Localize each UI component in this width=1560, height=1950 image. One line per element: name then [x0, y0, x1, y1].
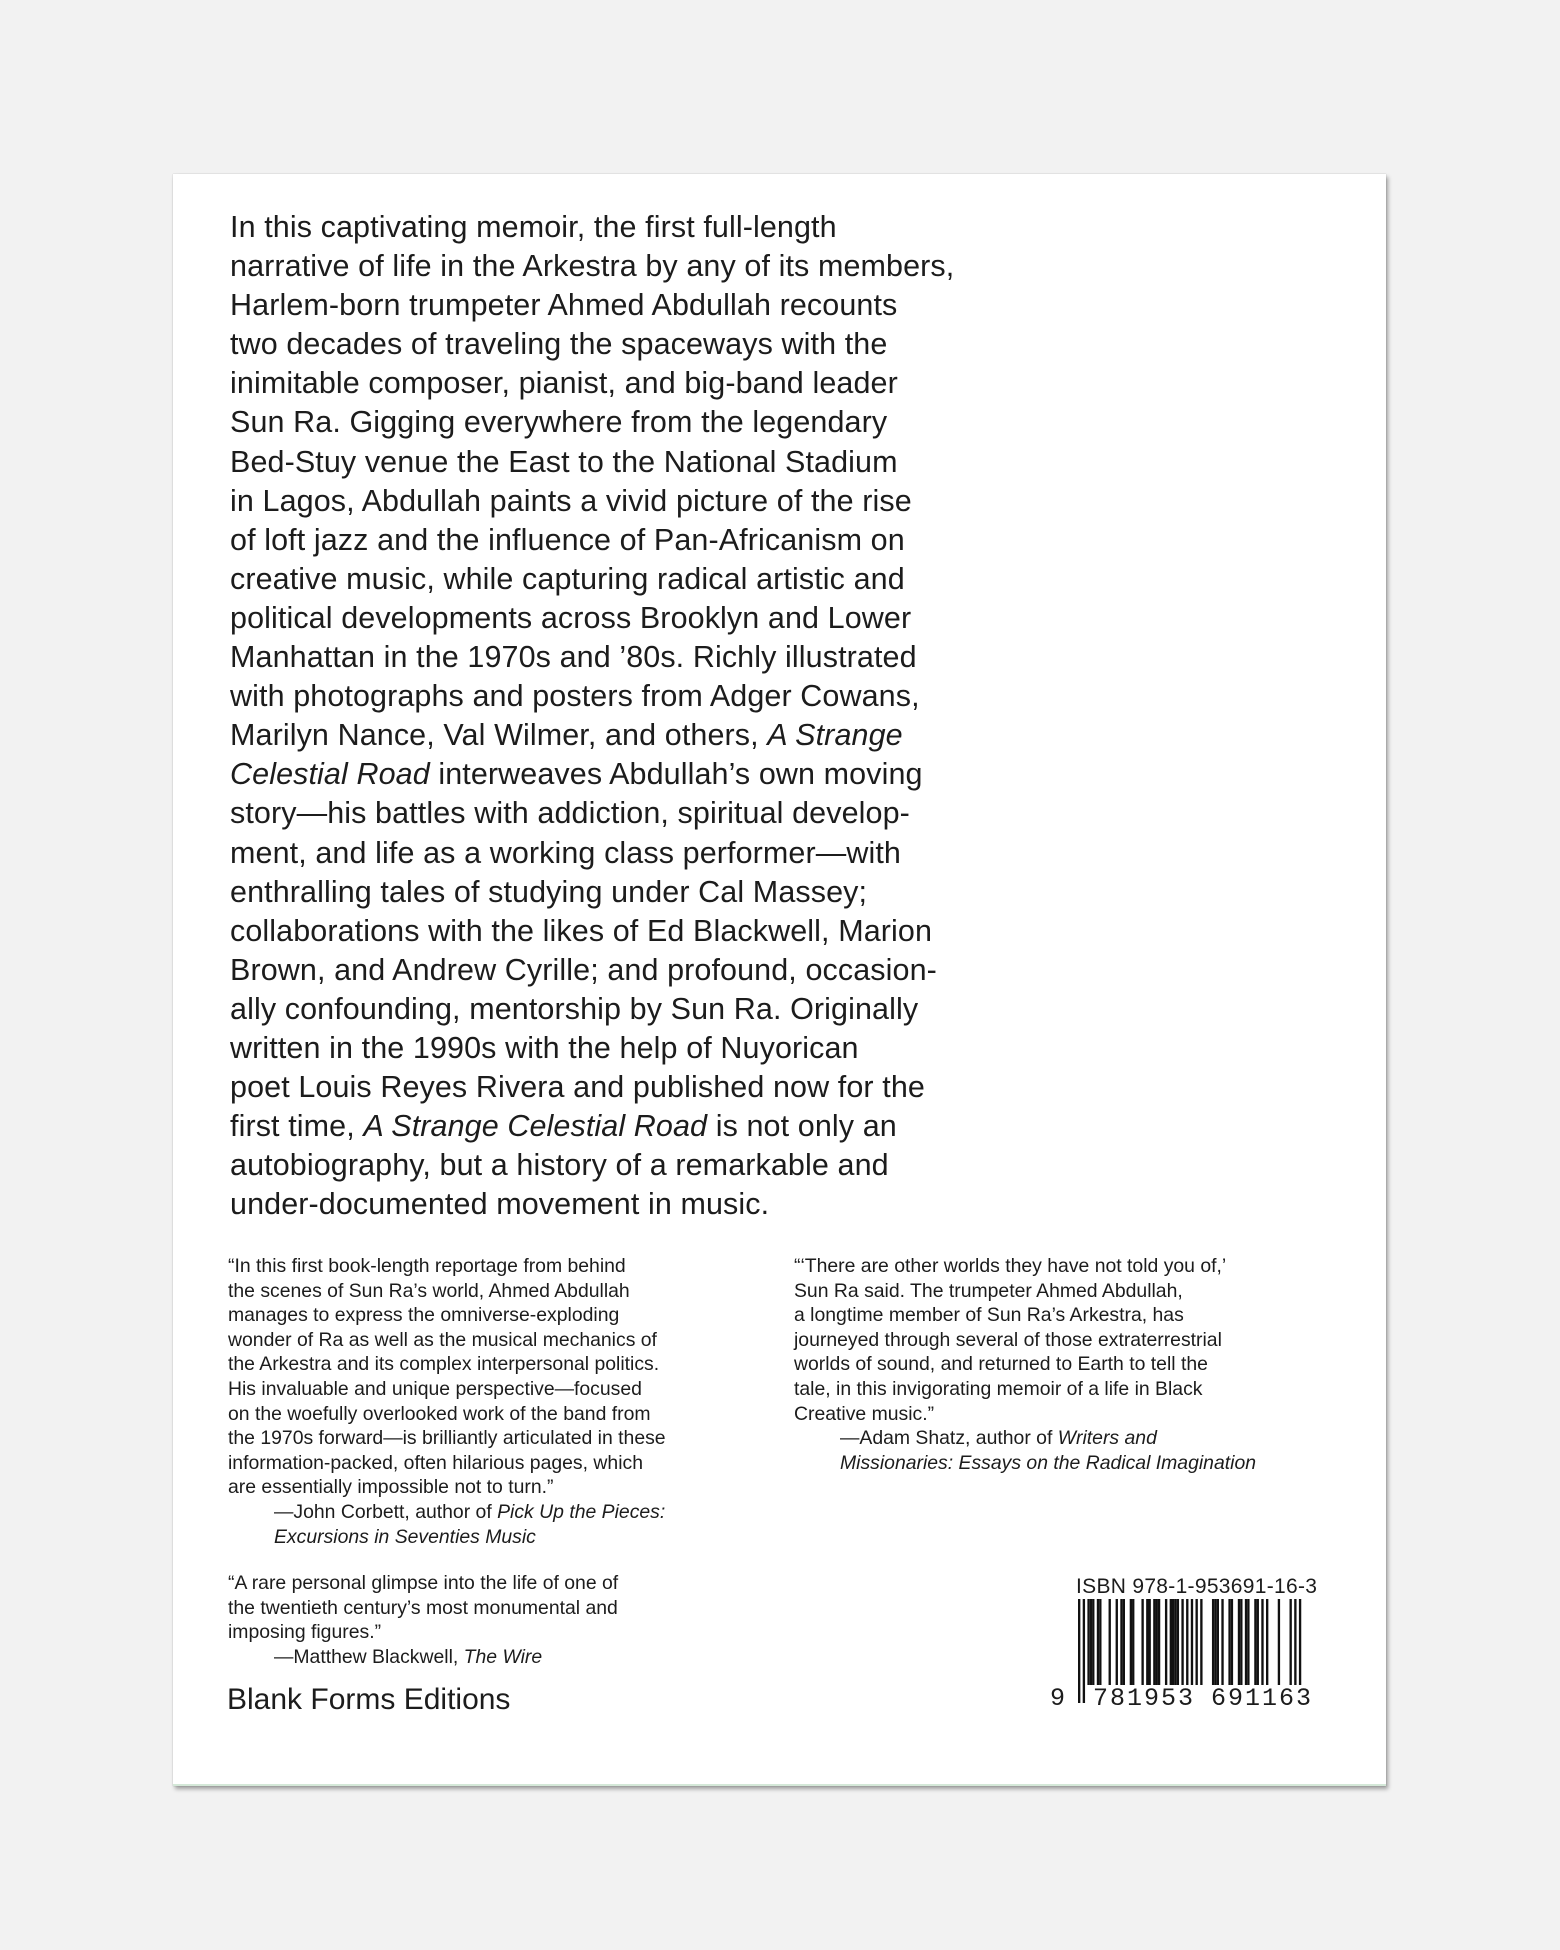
quote-attribution-line [794, 1451, 1354, 1476]
barcode-bar [1266, 1599, 1268, 1685]
quote-line: Creative music.” [794, 1402, 935, 1425]
text-segment: poet Louis Reyes Rivera and published now for the [230, 1070, 925, 1105]
italic-title-text: Missionaries: Essays on the Radical Imagination [840, 1451, 1257, 1474]
italic-title-text: The Wire [463, 1645, 543, 1668]
quote-the-wire [228, 1571, 788, 1669]
text-segment: In this captivating memoir, the first full-length [230, 210, 837, 244]
barcode-bar [1172, 1599, 1174, 1685]
barcode-bar [1196, 1599, 1198, 1685]
text-segment: Manhattan in the 1970s and ’80s. Richly illustrated [230, 640, 917, 675]
text-segment: Marilyn Nance, Val Wilmer, and others, [230, 718, 768, 753]
barcode-bar [1245, 1599, 1247, 1685]
blurb-line [230, 834, 1110, 873]
barcode-digits-left: 781953 [1090, 1685, 1198, 1713]
barcode-bar [1170, 1599, 1172, 1685]
barcode-bar [1099, 1599, 1101, 1685]
barcode-bar [1158, 1599, 1160, 1685]
barcode-bar [1097, 1599, 1099, 1685]
barcode-bar [1120, 1599, 1122, 1685]
text-segment: Bed-Stuy venue the East to the National Stadium [230, 444, 898, 479]
blurb-line [230, 990, 1110, 1029]
quote-line: imposing figures.” [228, 1621, 382, 1644]
text-segment: in Lagos, Abdullah paints a vivid picture of the rise [230, 483, 912, 518]
blurb-line [230, 364, 1110, 403]
barcode-bar [1238, 1599, 1240, 1685]
text-segment: under-documented movement in music. [230, 1187, 770, 1222]
blurb-line [230, 247, 1110, 286]
text-segment: of loft jazz and the influence of Pan-Africanism on [230, 522, 905, 557]
blurb-line [230, 1029, 1110, 1068]
blurb-line [230, 521, 1110, 560]
blurb-line [230, 560, 1110, 599]
blurb-line [230, 951, 1110, 990]
text-segment: inimitable composer, pianist, and big-band leader [230, 366, 898, 401]
italic-title-text: A Strange [767, 718, 903, 753]
quote-line: journeyed through several of those extraterrestrial [794, 1328, 1222, 1351]
quote-line: “In this first book-length reportage from behind [228, 1255, 626, 1277]
quote-line: worlds of sound, and returned to Earth to tell the [794, 1353, 1208, 1376]
text-segment: first time, [230, 1109, 364, 1144]
quote-line: Sun Ra said. The trumpeter Ahmed Abdullah, [794, 1279, 1183, 1302]
text-segment: Brown, and Andrew Cyrille; and profound, occasion- [230, 952, 937, 987]
text-segment: —John Corbett, author of [274, 1500, 498, 1523]
quote-attribution-line [228, 1645, 788, 1670]
barcode-bar [1261, 1599, 1263, 1685]
italic-title-text: Celestial Road [230, 757, 430, 792]
italic-title-text: Writers and [1057, 1427, 1157, 1450]
barcode-bar [1217, 1599, 1219, 1685]
barcode-bar [1132, 1599, 1134, 1685]
barcode-bar [1240, 1599, 1242, 1685]
blurb-line [230, 677, 1110, 716]
quote-john-corbett [228, 1254, 788, 1549]
barcode-digits-right: 691163 [1208, 1685, 1316, 1713]
blurb-line [230, 755, 1110, 794]
quote-line: tale, in this invigorating memoir of a life in Black [794, 1377, 1203, 1400]
quote-line: are essentially impossible not to turn.” [228, 1476, 554, 1499]
quote-attribution-line [794, 1426, 1354, 1451]
barcode-bar [1130, 1599, 1132, 1685]
quote-line: a longtime member of Sun Ra’s Arkestra, has [794, 1304, 1184, 1327]
text-segment: written in the 1990s with the help of Nuyorican [230, 1030, 859, 1065]
text-segment: story—his battles with addiction, spiritual develop- [230, 796, 910, 831]
blurb-line [230, 912, 1110, 951]
text-segment: narrative of life in the Arkestra by any of its members, [230, 249, 955, 284]
barcode-bar [1092, 1599, 1094, 1685]
barcode-bar [1181, 1599, 1183, 1685]
quote-line: information-packed, often hilarious pages, which [228, 1451, 643, 1474]
barcode-bar [1141, 1599, 1143, 1685]
barcode-digit-first: 9 [1050, 1684, 1068, 1713]
isbn-label: ISBN 978-1-953691-16-3 [1076, 1575, 1318, 1598]
blurb-line [230, 208, 1110, 247]
text-segment: creative music, while capturing radical artistic and [230, 561, 905, 596]
quote-attribution-line [228, 1525, 788, 1550]
text-segment: autobiography, but a history of a remarkable and [230, 1148, 889, 1183]
blurb-line [230, 638, 1110, 677]
blurb-line [230, 1185, 1110, 1224]
barcode-guard-bar [1083, 1599, 1085, 1703]
text-segment: —Matthew Blackwell, [274, 1645, 464, 1668]
italic-title-text: Pick Up the Pieces: [497, 1500, 666, 1523]
blurb-line [230, 403, 1110, 442]
text-segment: Harlem-born trumpeter Ahmed Abdullah recounts [230, 288, 898, 323]
italic-title-text: A Strange Celestial Road [363, 1109, 708, 1144]
barcode-bar [1109, 1599, 1111, 1685]
isbn-barcode [1050, 1599, 1320, 1711]
text-segment: ment, and life as a working class performer—with [230, 835, 901, 870]
barcode-bar [1116, 1599, 1118, 1685]
barcode-bar [1087, 1599, 1089, 1685]
barcode-bar [1290, 1599, 1292, 1685]
barcode-bar [1200, 1599, 1202, 1685]
barcode-bar [1257, 1599, 1259, 1685]
text-segment: collaborations with the likes of Ed Blackwell, Marion [230, 913, 933, 948]
barcode-bar [1212, 1599, 1214, 1685]
text-segment: Sun Ra. Gigging everywhere from the legendary [230, 405, 888, 440]
blurb-line [230, 794, 1110, 833]
barcode-bar [1278, 1599, 1280, 1685]
text-segment: with photographs and posters from Adger Cowans, [230, 679, 920, 714]
text-segment: —Adam Shatz, author of [840, 1427, 1058, 1450]
quote-line: “‘There are other worlds they have not told you of,’ [794, 1255, 1227, 1277]
text-segment: enthralling tales of studying under Cal Massey; [230, 874, 868, 909]
quote-line: the 1970s forward—is brilliantly articulated in these [228, 1427, 666, 1450]
barcode-bar [1156, 1599, 1158, 1685]
italic-title-text: Excursions in Seventies Music [274, 1525, 536, 1548]
quote-line: “A rare personal glimpse into the life of one of [228, 1572, 619, 1594]
quote-line: the Arkestra and its complex interpersonal politics. [228, 1353, 660, 1376]
blurb-line [230, 482, 1110, 521]
barcode-bar [1254, 1599, 1256, 1685]
text-segment: is not only an [707, 1109, 897, 1144]
barcode-bar [1090, 1599, 1092, 1685]
barcode-bar [1228, 1599, 1230, 1685]
blurb-line [230, 286, 1110, 325]
quote-adam-shatz [794, 1254, 1354, 1475]
blurb-line [230, 873, 1110, 912]
blurb-line [230, 599, 1110, 638]
text-segment: political developments across Brooklyn and Lower [230, 600, 912, 635]
blurb-line [230, 1107, 1110, 1146]
blurb-line [230, 1068, 1110, 1107]
blurb-line [230, 1146, 1110, 1185]
quote-attribution-line [228, 1500, 788, 1525]
quote-line: the scenes of Sun Ra’s world, Ahmed Abdullah [228, 1279, 630, 1302]
barcode-bar [1123, 1599, 1125, 1685]
barcode-bar [1231, 1599, 1233, 1685]
quote-line: on the woefully overlooked work of the band from [228, 1402, 651, 1425]
quote-line: the twentieth century’s most monumental and [228, 1596, 618, 1619]
blurb-line [230, 716, 1110, 755]
barcode-bar [1153, 1599, 1155, 1685]
barcode-bar [1177, 1599, 1179, 1685]
barcode-bar [1149, 1599, 1151, 1685]
blurb-line [230, 325, 1110, 364]
barcode-bar [1214, 1599, 1216, 1685]
text-segment: ally confounding, mentorship by Sun Ra. Originally [230, 991, 919, 1026]
text-segment: two decades of traveling the spaceways with the [230, 327, 888, 362]
book-back-cover [173, 174, 1386, 1786]
text-segment: interweaves Abdullah’s own moving [429, 757, 923, 792]
quote-line: manages to express the omniverse-exploding [228, 1304, 620, 1327]
publisher-name: Blank Forms Editions [227, 1683, 511, 1716]
barcode-bar [1174, 1599, 1176, 1685]
blurb-line [230, 443, 1110, 482]
book-blurb [230, 208, 1110, 1224]
quote-line: wonder of Ra as well as the musical mechanics of [228, 1328, 657, 1351]
quote-line: His invaluable and unique perspective—focused [228, 1377, 642, 1400]
barcode-bar [1221, 1599, 1223, 1685]
barcode-bar [1146, 1599, 1148, 1685]
barcode-guard-bar [1078, 1599, 1080, 1703]
barcode-bar [1247, 1599, 1249, 1685]
barcode-bar [1165, 1599, 1167, 1685]
